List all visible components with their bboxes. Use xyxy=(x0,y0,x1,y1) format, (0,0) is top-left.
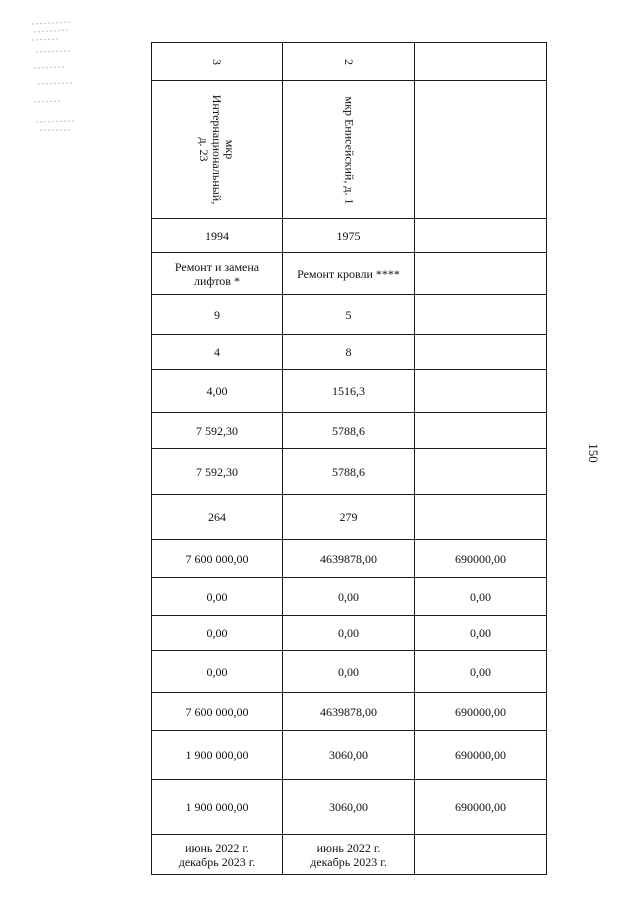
table-cell: 9 xyxy=(152,295,283,335)
table-cell: 4 xyxy=(152,335,283,370)
address-row xyxy=(152,81,547,219)
table-cell: 690000,00 xyxy=(415,731,547,780)
table-cell: 7 592,30 xyxy=(152,449,283,495)
header-number-cell xyxy=(415,43,547,81)
table-row xyxy=(152,616,547,651)
table-cell: 690000,00 xyxy=(415,540,547,578)
period-cell: июнь 2022 г. декабрь 2023 г. xyxy=(283,835,415,875)
header-number-row xyxy=(152,43,547,81)
table-cell: 0,00 xyxy=(415,616,547,651)
table-row xyxy=(152,651,547,693)
table-cell: 7 600 000,00 xyxy=(152,693,283,731)
table-cell xyxy=(415,370,547,413)
table-row xyxy=(152,495,547,540)
table-cell: 1 900 000,00 xyxy=(152,731,283,780)
table-cell: 0,00 xyxy=(283,616,415,651)
year-cell: 1994 xyxy=(152,219,283,253)
table-row xyxy=(152,370,547,413)
table-cell xyxy=(415,413,547,449)
work-type-cell: Ремонт и замена лифтов * xyxy=(152,253,283,295)
table-cell: 1516,3 xyxy=(283,370,415,413)
period-row xyxy=(152,835,547,875)
table-cell: 0,00 xyxy=(283,651,415,693)
table-row xyxy=(152,449,547,495)
faded-stamp-mark xyxy=(28,18,78,136)
table-row xyxy=(152,295,547,335)
table-cell xyxy=(415,335,547,370)
table-row xyxy=(152,413,547,449)
table-cell: 7 592,30 xyxy=(152,413,283,449)
table-cell: 8 xyxy=(283,335,415,370)
table-cell: 0,00 xyxy=(152,578,283,616)
address-cell: мкр Енисейский, д. 1 xyxy=(283,81,415,219)
table-cell: 7 600 000,00 xyxy=(152,540,283,578)
table-cell: 0,00 xyxy=(152,616,283,651)
table-row xyxy=(152,540,547,578)
table-cell: 0,00 xyxy=(152,651,283,693)
address-cell xyxy=(415,81,547,219)
table-cell xyxy=(415,449,547,495)
table-cell: 1 900 000,00 xyxy=(152,780,283,835)
table-row xyxy=(152,731,547,780)
table-row xyxy=(152,335,547,370)
period-cell xyxy=(415,835,547,875)
work-type-cell: Ремонт кровли **** xyxy=(283,253,415,295)
table-cell: 690000,00 xyxy=(415,693,547,731)
table-cell: 3060,00 xyxy=(283,731,415,780)
year-cell: 1975 xyxy=(283,219,415,253)
table-cell: 4639878,00 xyxy=(283,540,415,578)
year-row xyxy=(152,219,547,253)
table-cell: 5 xyxy=(283,295,415,335)
year-cell xyxy=(415,219,547,253)
table-row xyxy=(152,693,547,731)
table-cell: 0,00 xyxy=(415,578,547,616)
table-cell: 0,00 xyxy=(283,578,415,616)
address-cell: мкр Интернациональный, д. 23 xyxy=(152,81,283,219)
table-cell: 690000,00 xyxy=(415,780,547,835)
table-cell: 5788,6 xyxy=(283,449,415,495)
table-cell: 4,00 xyxy=(152,370,283,413)
table-cell xyxy=(415,295,547,335)
table-cell: 4639878,00 xyxy=(283,693,415,731)
table-cell: 264 xyxy=(152,495,283,540)
page-number: 150 xyxy=(586,443,601,463)
table-row xyxy=(152,578,547,616)
data-table xyxy=(151,42,547,875)
table-cell xyxy=(415,495,547,540)
work-type-row xyxy=(152,253,547,295)
table-cell: 3060,00 xyxy=(283,780,415,835)
period-cell: июнь 2022 г. декабрь 2023 г. xyxy=(152,835,283,875)
table-cell: 5788,6 xyxy=(283,413,415,449)
table-cell: 0,00 xyxy=(415,651,547,693)
header-number-cell: 3 xyxy=(152,43,283,81)
table-cell: 279 xyxy=(283,495,415,540)
table-row xyxy=(152,780,547,835)
work-type-cell xyxy=(415,253,547,295)
header-number-cell: 2 xyxy=(283,43,415,81)
